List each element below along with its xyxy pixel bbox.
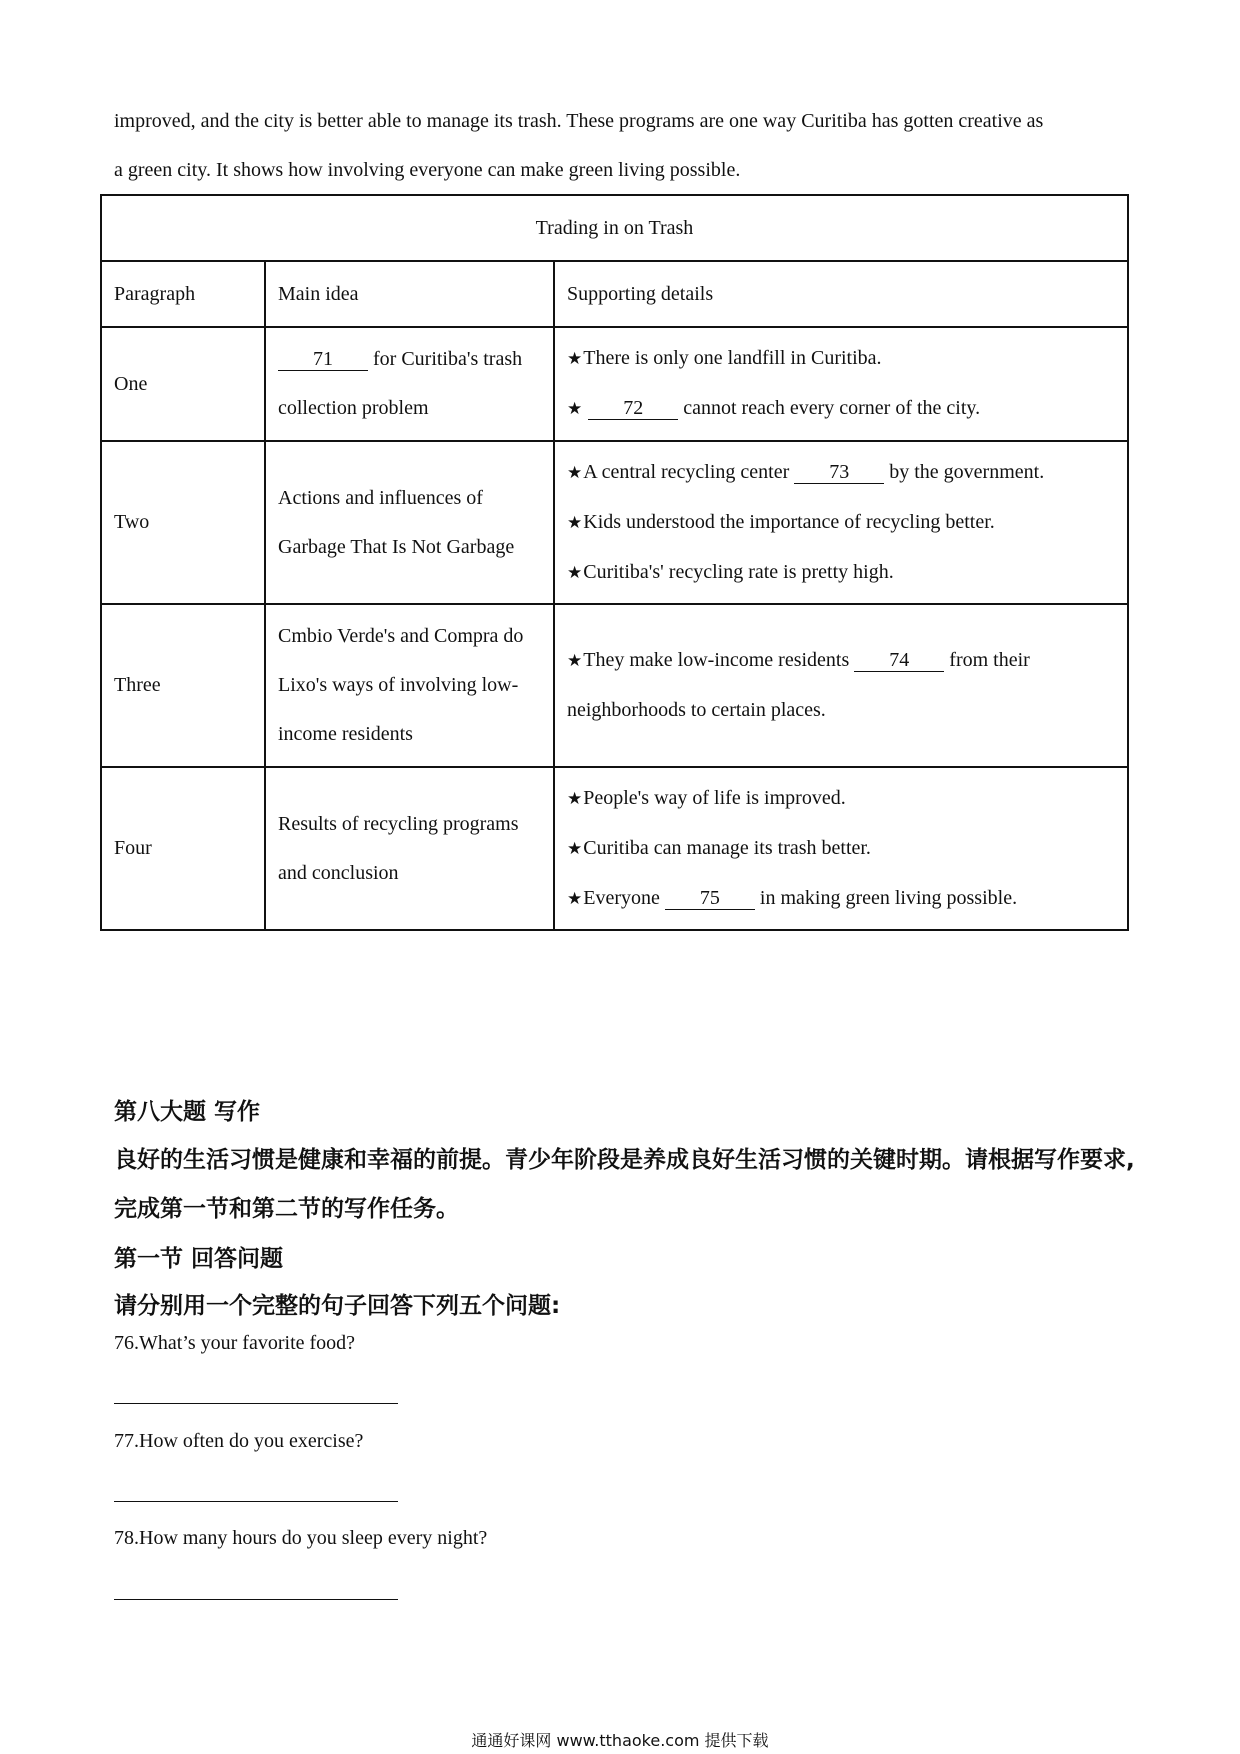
question-77: 77.How often do you exercise? xyxy=(114,1430,364,1452)
paragraph-label: One xyxy=(101,327,265,441)
star-icon: ★ xyxy=(567,651,583,671)
detail-line xyxy=(567,384,1115,434)
details-cell xyxy=(554,441,1128,604)
intro-paragraph xyxy=(114,97,1144,195)
detail-text: There is only one landfill in Curitiba. xyxy=(583,347,882,369)
header-main-idea: Main idea xyxy=(265,261,554,327)
blank-74[interactable]: 74 xyxy=(854,649,944,672)
section-title: 第八大题 写作 xyxy=(114,1099,261,1125)
table-row xyxy=(101,604,1128,767)
detail-text: Kids understood the importance of recycling better. xyxy=(583,510,995,533)
detail-line xyxy=(567,448,1115,498)
detail-line xyxy=(567,874,1115,924)
detail-line xyxy=(567,334,1115,384)
star-icon: ★ xyxy=(567,788,583,809)
star-icon: ★ xyxy=(567,512,583,533)
table-row xyxy=(101,767,1128,930)
detail-text: Curitiba can manage its trash better. xyxy=(583,836,871,859)
detail-text: by the government. xyxy=(884,460,1045,483)
detail-text: Curitiba's' recycling rate is pretty high. xyxy=(583,560,894,583)
detail-line xyxy=(567,774,1115,824)
answer-line-77[interactable] xyxy=(114,1501,398,1502)
details-cell xyxy=(554,327,1128,441)
detail-text: Everyone xyxy=(583,886,665,909)
header-paragraph: Paragraph xyxy=(101,261,265,327)
subsection-title: 第一节 回答问题 xyxy=(114,1246,284,1272)
answer-line-78[interactable] xyxy=(114,1599,398,1600)
star-icon: ★ xyxy=(567,349,583,369)
subsection-instruction: 请分别用一个完整的句子回答下列五个问题: xyxy=(114,1293,561,1319)
table-row xyxy=(101,327,1128,441)
detail-text: A central recycling center xyxy=(583,460,795,483)
blank-73[interactable]: 73 xyxy=(794,461,884,484)
star-icon: ★ xyxy=(567,399,583,419)
paragraph-label: Four xyxy=(101,767,265,930)
main-idea-text: for Curitiba's trash collection problem xyxy=(278,348,523,419)
detail-text: cannot reach every corner of the city. xyxy=(678,397,981,419)
main-idea-cell: Cmbio Verde's and Compra do Lixo's ways of involving low-income residents xyxy=(265,604,554,767)
star-icon: ★ xyxy=(567,888,583,909)
answer-line-76[interactable] xyxy=(114,1403,398,1404)
detail-line xyxy=(567,824,1115,874)
detail-text: They make low-income residents xyxy=(583,649,855,671)
summary-table xyxy=(100,194,1129,931)
star-icon: ★ xyxy=(567,838,583,859)
detail-text: from their neighborhoods to certain places. xyxy=(567,649,1030,721)
question-76: 76.What’s your favorite food? xyxy=(114,1332,356,1354)
main-idea-cell xyxy=(265,327,554,441)
blank-71[interactable]: 71 xyxy=(278,348,368,371)
writing-intro: 良好的生活习惯是健康和幸福的前提。青少年阶段是养成良好生活习惯的关键时期。请根据写作要求,完成第一节和第二节的写作任务。 xyxy=(114,1147,1135,1222)
star-icon: ★ xyxy=(567,562,583,583)
details-cell xyxy=(554,604,1128,767)
question-78: 78.How many hours do you sleep every night? xyxy=(114,1527,488,1549)
details-cell xyxy=(554,767,1128,930)
intro-line: improved, and the city is better able to manage its trash. These programs are one way Curitiba has gotten creative as xyxy=(114,110,1044,132)
detail-text: People's way of life is improved. xyxy=(583,786,846,809)
blank-75[interactable]: 75 xyxy=(665,887,755,910)
star-icon: ★ xyxy=(567,462,583,483)
page-footer: 通通好课网 www.tthaoke.com 提供下载 xyxy=(471,1731,769,1750)
detail-text: in making green living possible. xyxy=(754,886,1018,909)
main-idea-cell: Actions and influences of Garbage That Is Not Garbage xyxy=(265,441,554,604)
table-row xyxy=(101,441,1128,604)
intro-line: a green city. It shows how involving everyone can make green living possible. xyxy=(114,159,741,181)
header-supporting-details: Supporting details xyxy=(554,261,1128,327)
main-idea-cell: Results of recycling programs and conclusion xyxy=(265,767,554,930)
paragraph-label: Two xyxy=(101,441,265,604)
blank-72[interactable]: 72 xyxy=(588,397,678,420)
table-title: Trading in on Trash xyxy=(101,195,1128,261)
detail-line xyxy=(567,548,1115,598)
detail-line xyxy=(567,498,1115,548)
paragraph-label: Three xyxy=(101,604,265,767)
